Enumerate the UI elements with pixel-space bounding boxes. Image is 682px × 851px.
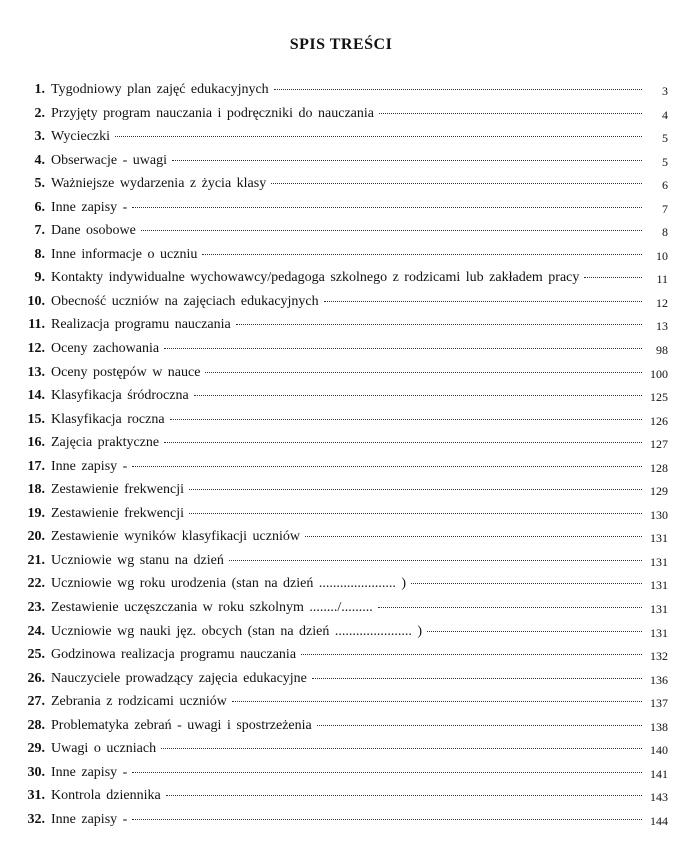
toc-entry-page-number: 130 xyxy=(650,507,668,522)
toc-entry-line xyxy=(51,671,648,687)
toc-entry-number: 28. xyxy=(27,717,45,733)
toc-entry-line xyxy=(51,129,648,145)
toc-entry-label: Zebrania z rodzicami uczniów xyxy=(51,694,227,710)
toc-entry xyxy=(0,104,682,128)
toc-entry xyxy=(0,457,682,481)
dot-leader xyxy=(205,362,642,373)
toc-entry-page-number: 138 xyxy=(650,719,668,734)
toc-entry xyxy=(0,433,682,457)
toc-entry xyxy=(0,292,682,316)
dot-leader xyxy=(312,668,642,679)
toc-entry-label: Klasyfikacja śródroczna xyxy=(51,388,189,404)
toc-entry-label: Klasyfikacja roczna xyxy=(51,411,165,427)
toc-entry-number: 30. xyxy=(27,764,45,780)
toc-entry-label: Problematyka zebrań - uwagi i spostrzeżenia xyxy=(51,717,312,733)
dot-leader xyxy=(427,621,642,632)
dot-leader xyxy=(378,597,642,608)
toc-entry-line xyxy=(51,176,648,192)
toc-entry-label: Zestawienie wyników klasyfikacji uczniów xyxy=(51,529,300,545)
toc-entry-label: Obecność uczniów na zajęciach edukacyjnych xyxy=(51,293,319,309)
toc-entry-label: Inne zapisy - xyxy=(51,199,128,215)
toc-entry-number: 11. xyxy=(28,317,45,333)
dot-leader xyxy=(271,173,642,184)
toc-entry-line xyxy=(51,718,648,734)
toc-entry-label: Obserwacje - uwagi xyxy=(51,152,167,168)
toc-entry-label: Godzinowa realizacja programu nauczania xyxy=(51,647,297,663)
toc-entry-line xyxy=(51,765,648,781)
toc-entry-page-number: 3 xyxy=(662,84,668,98)
dot-leader xyxy=(194,385,642,396)
dot-leader xyxy=(229,550,642,561)
toc-entry-number: 25. xyxy=(27,647,45,663)
toc-entry-line xyxy=(51,317,648,333)
toc-entry xyxy=(0,622,682,646)
toc-entry-label: Uczniowie wg stanu na dzień xyxy=(51,552,224,568)
dot-leader xyxy=(132,456,642,467)
toc-entry-line xyxy=(51,600,648,616)
toc-entry-line xyxy=(51,741,648,757)
toc-entry xyxy=(0,645,682,669)
toc-entry-label: Oceny zachowania xyxy=(51,341,160,357)
toc-entry-line xyxy=(51,82,648,98)
dot-leader xyxy=(232,691,642,702)
toc-entry xyxy=(0,386,682,410)
dot-leader xyxy=(189,503,642,514)
toc-entry-line xyxy=(51,341,648,357)
dot-leader xyxy=(115,126,642,137)
toc-entry-page-number: 140 xyxy=(650,743,668,758)
toc-entry-page-number: 100 xyxy=(650,366,668,381)
dot-leader xyxy=(164,432,642,443)
dot-leader xyxy=(166,785,642,796)
toc-entry xyxy=(0,786,682,810)
toc-entry-number: 16. xyxy=(27,435,45,451)
toc-entry-label: Nauczyciele prowadzący zajęcia edukacyjne xyxy=(51,670,307,686)
toc-entry-number: 26. xyxy=(27,670,45,686)
toc-entry-number: 22. xyxy=(27,576,45,592)
toc-entry-page-number: 5 xyxy=(662,131,668,146)
toc-entry-line xyxy=(51,435,648,451)
dot-leader xyxy=(132,197,642,208)
toc-entry-number: 20. xyxy=(27,529,45,545)
toc-entry xyxy=(0,716,682,740)
dot-leader xyxy=(164,338,642,349)
toc-entry-number: 31. xyxy=(27,788,45,804)
toc-entry-number: 19. xyxy=(27,505,45,521)
dot-leader xyxy=(324,291,642,302)
dot-leader xyxy=(317,715,642,726)
dot-leader xyxy=(170,409,642,420)
dot-leader xyxy=(301,644,642,655)
toc-entry xyxy=(0,127,682,151)
dot-leader xyxy=(305,526,642,537)
toc-entry xyxy=(0,739,682,763)
toc-entry-line xyxy=(51,576,648,592)
toc-entry-line xyxy=(51,223,648,239)
toc-entry-number: 7. xyxy=(34,223,45,239)
toc-entry-number: 9. xyxy=(34,270,45,286)
toc-entry-number: 17. xyxy=(27,458,45,474)
toc-entry-line xyxy=(51,788,648,804)
toc-entry-number: 1. xyxy=(34,82,45,97)
dot-leader xyxy=(132,762,642,773)
toc-entry-label: Wycieczki xyxy=(51,129,111,145)
toc-entry-page-number: 12 xyxy=(656,295,668,310)
dot-leader xyxy=(202,244,642,255)
toc-entry-number: 29. xyxy=(27,741,45,757)
toc-entry-number: 10. xyxy=(27,293,45,309)
dot-leader xyxy=(132,809,642,820)
toc-entry xyxy=(0,245,682,269)
toc-entry-line xyxy=(51,412,648,428)
toc-entry-label: Realizacja programu nauczania xyxy=(51,317,231,333)
toc-entry-line xyxy=(51,294,648,310)
toc-entry-page-number: 144 xyxy=(650,813,668,828)
toc-entry-line xyxy=(51,812,648,828)
toc-entry-line xyxy=(51,506,648,522)
dot-leader xyxy=(141,220,642,231)
toc-entry-label: Dane osobowe xyxy=(51,223,136,239)
toc-entry xyxy=(0,669,682,693)
toc-entry-number: 12. xyxy=(27,341,45,357)
toc-entry-number: 6. xyxy=(34,199,45,215)
toc-entry xyxy=(0,527,682,551)
toc-entry-page-number: 131 xyxy=(650,578,668,593)
dot-leader xyxy=(189,479,642,490)
toc-entry-page-number: 8 xyxy=(662,225,668,240)
toc-entry-number: 2. xyxy=(34,105,45,121)
toc-entry-page-number: 132 xyxy=(650,649,668,664)
toc-entry xyxy=(0,551,682,575)
toc-entry-label: Inne zapisy - xyxy=(51,458,128,474)
toc-entry xyxy=(0,692,682,716)
toc-entry-page-number: 7 xyxy=(662,201,668,216)
toc-entry xyxy=(0,480,682,504)
toc-entry-number: 3. xyxy=(34,129,45,145)
dot-leader xyxy=(379,103,642,114)
toc-entry-line xyxy=(51,624,648,640)
toc-entry-label: Kontakty indywidualne wychowawcy/pedagoga szkolnego z rodzicami lub zakładem pracy xyxy=(51,270,580,286)
toc-entry-line xyxy=(51,647,648,663)
toc-entry-label: Inne zapisy - xyxy=(51,764,128,780)
toc-entry-line xyxy=(51,388,648,404)
toc-entry-line xyxy=(51,247,648,263)
toc-entry-label: Uczniowie wg nauki jęz. obcych (stan na dzień ...................... ) xyxy=(51,623,423,639)
toc-entry-number: 27. xyxy=(27,694,45,710)
toc-entry-page-number: 4 xyxy=(662,107,668,122)
toc-entry-page-number: 131 xyxy=(650,531,668,546)
toc-entry-number: 23. xyxy=(27,600,45,616)
toc-entry-number: 4. xyxy=(34,152,45,168)
toc-entry xyxy=(0,198,682,222)
toc-entry xyxy=(0,174,682,198)
toc-entry-label: Tygodniowy plan zajęć edukacyjnych xyxy=(51,82,269,97)
toc-entry-label: Zestawienie frekwencji xyxy=(51,482,184,498)
toc-entry-page-number: 5 xyxy=(662,154,668,169)
page-title: SPIS TREŚCI xyxy=(289,36,393,53)
toc-entry-number: 15. xyxy=(27,411,45,427)
toc-entry-label: Przyjęty program nauczania i podręczniki do nauczania xyxy=(51,105,374,121)
dot-leader xyxy=(172,150,642,161)
toc-entry-page-number: 11 xyxy=(656,272,668,287)
toc-entry-page-number: 131 xyxy=(650,554,668,569)
toc-entry xyxy=(0,80,682,104)
toc-entry xyxy=(0,598,682,622)
toc-entry-line xyxy=(51,153,648,169)
toc-entry-page-number: 131 xyxy=(650,625,668,640)
toc-entry xyxy=(0,315,682,339)
toc-entry-page-number: 13 xyxy=(656,319,668,334)
toc-entry-label: Zajęcia praktyczne xyxy=(51,435,160,451)
toc-entry-page-number: 137 xyxy=(650,696,668,711)
toc-entry xyxy=(0,339,682,363)
toc-entry-line xyxy=(51,106,648,122)
toc-entry xyxy=(0,221,682,245)
toc-entry-label: Uwagi o uczniach xyxy=(51,741,157,757)
toc-entry xyxy=(0,574,682,598)
toc-entry xyxy=(0,810,682,834)
toc-entry-number: 32. xyxy=(27,811,45,827)
toc-entry-line xyxy=(51,529,648,545)
toc-entry-page-number: 141 xyxy=(650,766,668,781)
toc-entry-page-number: 136 xyxy=(650,672,668,687)
toc-entry-page-number: 143 xyxy=(650,790,668,805)
toc-entry xyxy=(0,268,682,292)
toc-entry-page-number: 131 xyxy=(650,602,668,617)
toc-entry-label: Zestawienie frekwencji xyxy=(51,505,184,521)
toc-entry-line xyxy=(51,482,648,498)
toc-entry-page-number: 126 xyxy=(650,413,668,428)
toc-entry-line xyxy=(51,200,648,216)
toc-entry-page-number: 127 xyxy=(650,437,668,452)
toc-entry-page-number: 128 xyxy=(650,460,668,475)
toc-entry xyxy=(0,410,682,434)
table-of-contents xyxy=(0,80,682,834)
toc-entry-line xyxy=(51,694,648,710)
toc-entry-page-number: 98 xyxy=(656,343,668,358)
toc-entry-label: Zestawienie uczęszczania w roku szkolnym ......../......... xyxy=(51,600,373,616)
toc-entry-number: 13. xyxy=(27,364,45,380)
toc-entry-page-number: 6 xyxy=(662,178,668,193)
toc-entry-line xyxy=(51,365,648,381)
toc-entry-page-number: 129 xyxy=(650,484,668,499)
toc-entry-number: 14. xyxy=(27,388,45,404)
toc-entry-number: 21. xyxy=(27,552,45,568)
dot-leader xyxy=(236,314,642,325)
dot-leader xyxy=(274,79,642,90)
toc-entry-label: Uczniowie wg roku urodzenia (stan na dzień ...................... ) xyxy=(51,576,407,592)
toc-entry-page-number: 10 xyxy=(656,248,668,263)
toc-entry xyxy=(0,151,682,175)
toc-entry xyxy=(0,763,682,787)
toc-entry-label: Kontrola dziennika xyxy=(51,788,161,804)
toc-entry xyxy=(0,363,682,387)
toc-entry-number: 18. xyxy=(27,482,45,498)
toc-entry-number: 24. xyxy=(27,623,45,639)
toc-entry-label: Inne informacje o uczniu xyxy=(51,246,198,262)
toc-entry-number: 8. xyxy=(34,246,45,262)
dot-leader xyxy=(411,573,642,584)
dot-leader xyxy=(161,738,642,749)
toc-entry-number: 5. xyxy=(34,176,45,192)
toc-entry-line xyxy=(51,270,648,286)
toc-entry-label: Ważniejsze wydarzenia z życia klasy xyxy=(51,176,267,192)
toc-entry xyxy=(0,504,682,528)
toc-entry-label: Oceny postępów w nauce xyxy=(51,364,201,380)
toc-entry-line xyxy=(51,459,648,475)
toc-entry-label: Inne zapisy - xyxy=(51,811,128,827)
toc-entry-line xyxy=(51,553,648,569)
toc-entry-page-number: 125 xyxy=(650,390,668,405)
